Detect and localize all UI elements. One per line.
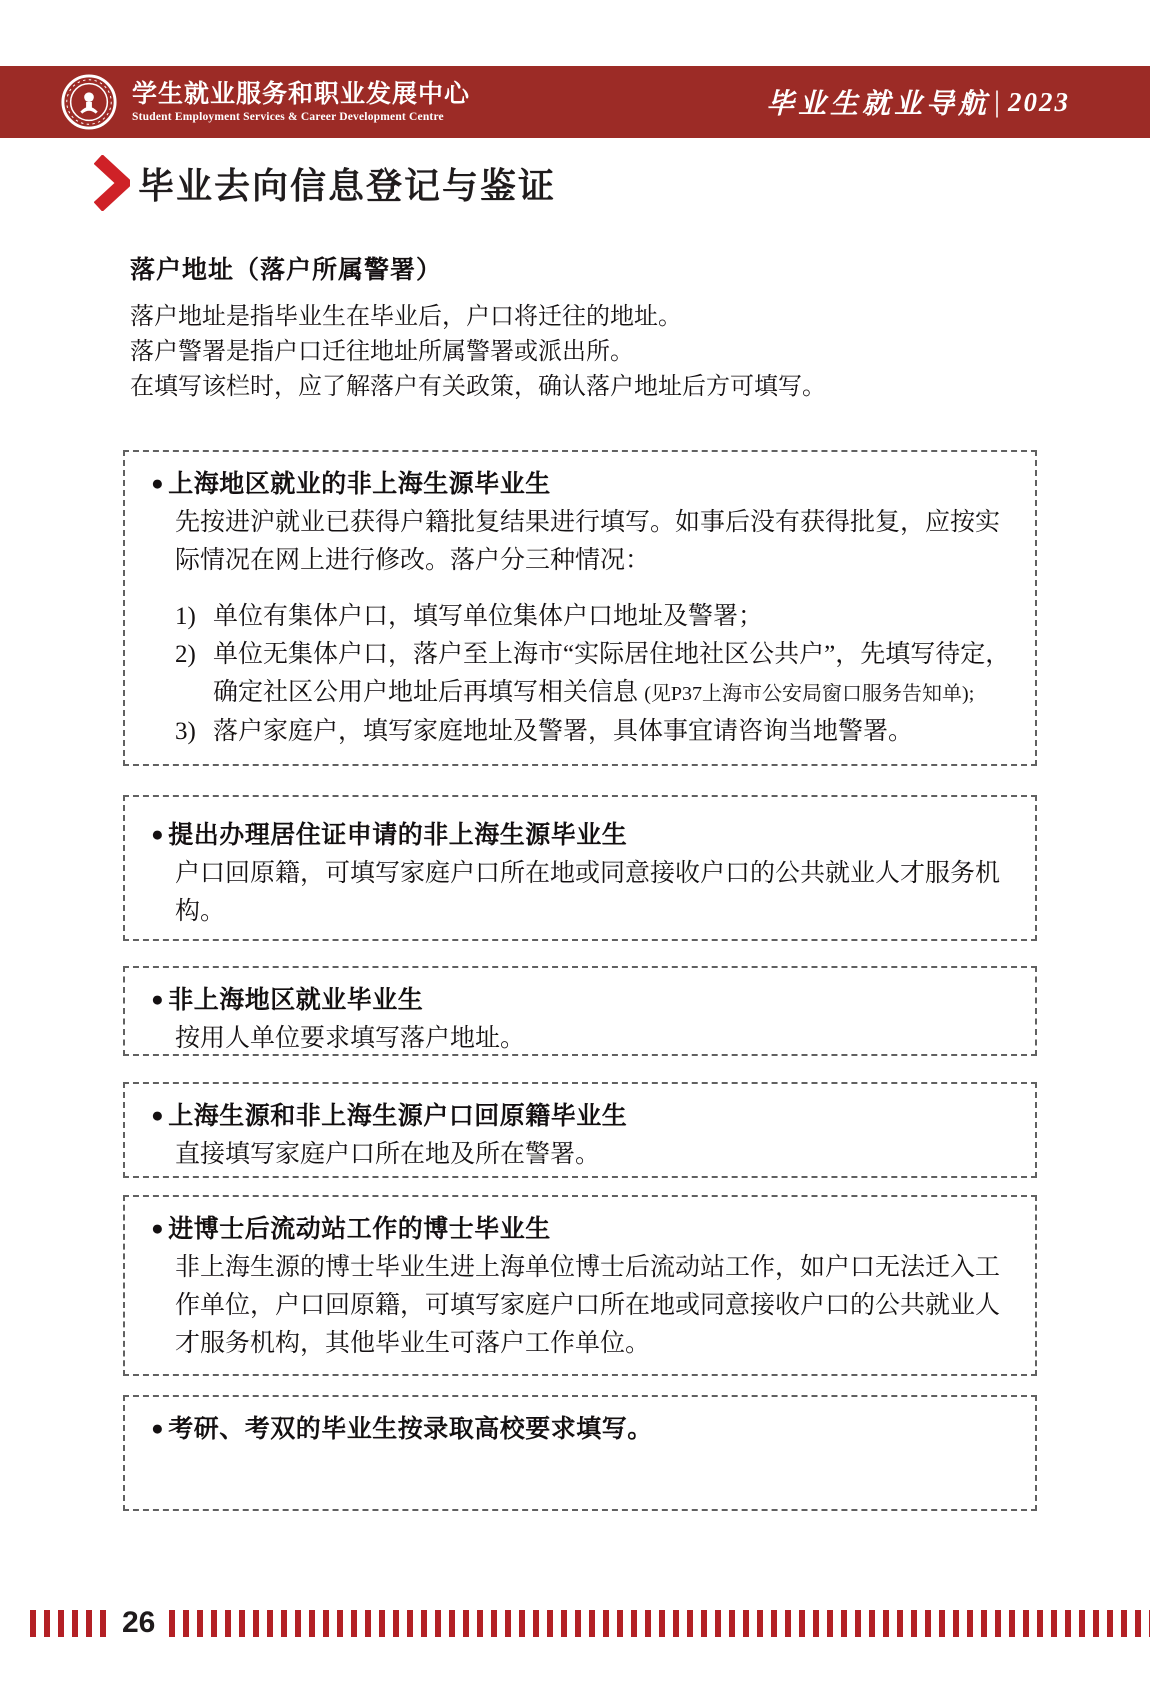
page-title: 毕业去向信息登记与鉴证 <box>138 164 557 206</box>
brand-block <box>60 73 470 131</box>
header-bar <box>0 66 1150 138</box>
box-title <box>151 1211 1015 1249</box>
box-body: 非上海生源的博士毕业生进上海单位博士后流动站工作，如户口无法迁入工作单位，户口回原籍，可填写家庭户口所在地或同意接收户口的公共就业人才服务机构，其他毕业生可落户工作单位。 <box>175 1254 1001 1357</box>
note-box-further-study <box>123 1395 1037 1511</box>
intro-line: 落户地址是指毕业生在毕业后，户口将迁往的地址。 <box>130 304 682 330</box>
intro-line: 在填写该栏时，应了解落户有关政策，确认落户地址后方可填写。 <box>130 374 826 400</box>
note-box-shanghai-employment <box>123 450 1037 766</box>
box-title <box>151 466 1015 504</box>
box-title <box>151 1098 1015 1136</box>
numbered-list <box>175 598 1015 751</box>
masthead-title: 毕业生就业导航 <box>765 89 990 120</box>
masthead-divider: | <box>993 85 1000 118</box>
note-box-non-shanghai-employment <box>123 966 1037 1056</box>
list-item <box>175 636 1015 713</box>
list-item-text: 落户家庭户，填写家庭地址及警署，具体事宜请咨询当地警署。 <box>213 718 914 745</box>
bullet-icon: ● <box>151 1103 165 1127</box>
box-title-text: 上海生源和非上海生源户口回原籍毕业生 <box>168 1103 628 1130</box>
footer-tick-marks-right <box>169 1610 1150 1637</box>
intro-paragraph <box>130 300 1030 405</box>
box-title-text: 考研、考双的毕业生按录取高校要求填写。 <box>168 1416 653 1443</box>
chevron-right-icon <box>94 155 130 211</box>
list-item-number: 2) <box>175 641 196 668</box>
bullet-icon: ● <box>151 1416 165 1440</box>
brand-text <box>132 80 470 124</box>
masthead-year: 2023 <box>1008 86 1070 117</box>
list-item-note: (见P37上海市公安局窗口服务告知单); <box>644 683 975 705</box>
box-body: 户口回原籍，可填写家庭户口所在地或同意接收户口的公共就业人才服务机构。 <box>175 860 1001 925</box>
org-name-chinese: 学生就业服务和职业发展中心 <box>132 80 471 108</box>
note-box-hukou-return <box>123 1082 1037 1178</box>
masthead <box>766 82 1070 122</box>
org-name-english: Student Employment Services & Career Development Centre <box>132 111 444 123</box>
note-box-postdoc <box>123 1195 1037 1376</box>
section-subtitle: 落户地址（落户所属警署） <box>130 256 443 284</box>
list-item <box>175 713 1015 751</box>
list-item <box>175 598 1015 636</box>
box-body: 先按进沪就业已获得户籍批复结果进行填写。如事后没有获得批复，应按实际情况在网上进行修改。落户分三种情况： <box>175 509 1001 574</box>
bullet-icon: ● <box>151 987 165 1011</box>
page-number: 26 <box>122 1606 156 1639</box>
list-item-main-text: 单位无集体户口，落户至上海市“实际居住地社区公共户”，先填写待定，确定社区公用户地址后再填写相关信息 <box>213 641 1011 706</box>
box-title <box>151 1411 1015 1449</box>
box-title-text: 进博士后流动站工作的博士毕业生 <box>168 1216 551 1243</box>
list-item-number: 3) <box>175 718 196 745</box>
box-title-text: 非上海地区就业毕业生 <box>168 987 424 1014</box>
university-seal-logo <box>60 73 118 131</box>
footer-tick-marks-left <box>30 1610 108 1637</box>
box-title <box>151 817 1015 855</box>
bullet-icon: ● <box>151 1216 165 1240</box>
bullet-icon: ● <box>151 822 165 846</box>
box-title-text: 上海地区就业的非上海生源毕业生 <box>168 471 551 498</box>
list-item-text <box>213 636 1015 713</box>
footer <box>0 1608 1150 1638</box>
box-title <box>151 982 1015 1020</box>
note-box-residence-permit <box>123 795 1037 941</box>
list-item-number: 1) <box>175 603 196 630</box>
box-body: 按用人单位要求填写落户地址。 <box>175 1025 526 1052</box>
intro-line: 落户警署是指户口迁往地址所属警署或派出所。 <box>130 339 634 365</box>
box-body: 直接填写家庭户口所在地及所在警署。 <box>175 1141 601 1168</box>
bullet-icon: ● <box>151 471 165 495</box>
list-item-text: 单位有集体户口，填写单位集体户口地址及警署； <box>213 603 764 630</box>
section-title-row <box>94 155 556 211</box>
box-title-text: 提出办理居住证申请的非上海生源毕业生 <box>168 822 628 849</box>
